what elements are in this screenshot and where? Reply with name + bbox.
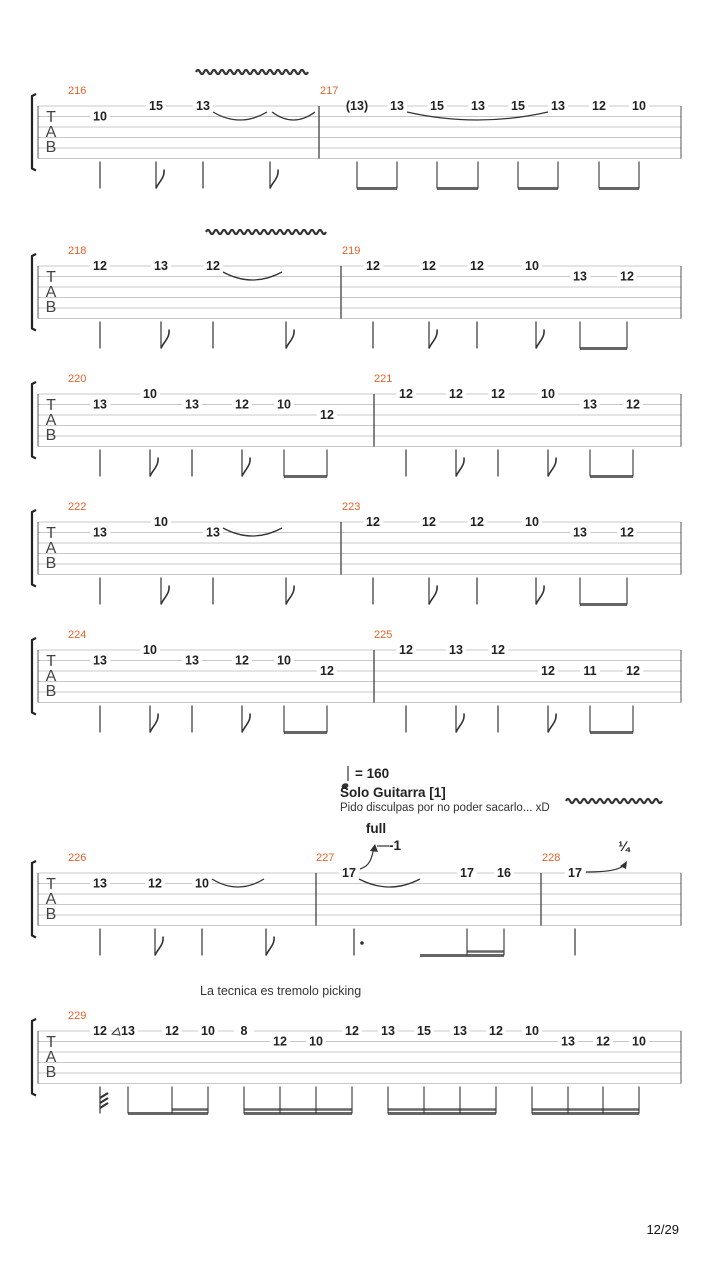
fret-number: 17 (342, 866, 356, 880)
fret-number: 12 (626, 397, 640, 412)
fret-number: 13 (93, 876, 107, 891)
fret-number: 13 (196, 99, 210, 113)
measure-number: 217 (320, 85, 339, 97)
bend-label: -1 (389, 838, 402, 853)
eighth-flag (456, 458, 464, 477)
tab-clef-letter: A (45, 540, 57, 557)
fret-number: 12 (491, 387, 505, 401)
fret-number: 13 (185, 653, 199, 668)
fret-number: 12 (93, 1024, 107, 1038)
measure-number: 225 (374, 629, 393, 641)
tab-clef-letter: B (45, 139, 57, 156)
tab-clef-letter: T (46, 397, 56, 414)
page-number: 12/29 (646, 1222, 679, 1237)
tab-clef-letter: T (46, 876, 56, 893)
technique-text: La tecnica es tremolo picking (200, 984, 362, 998)
tab-clef-letter: B (45, 555, 57, 572)
fret-number: 10 (541, 387, 555, 401)
fret-number: 10 (525, 259, 539, 273)
measure-number: 222 (68, 501, 87, 513)
fret-number: 13 (93, 653, 107, 668)
fret-number: 10 (195, 876, 209, 891)
fret-number: 13 (471, 99, 485, 113)
fret-number: 11 (583, 664, 597, 678)
system-bracket (32, 1019, 36, 1096)
measure-number: 220 (68, 373, 87, 385)
fret-number: 12 (470, 515, 484, 529)
fret-number: 12 (449, 387, 463, 401)
fret-number: 12 (422, 259, 436, 273)
fret-number: 12 (366, 515, 380, 529)
fret-number: 12 (620, 269, 634, 284)
fret-number: 10 (632, 1034, 646, 1049)
fret-number: 12 (235, 653, 249, 668)
tab-clef-letter: T (46, 109, 56, 126)
tremolo-slash (100, 1093, 108, 1098)
measure-number: 218 (68, 245, 87, 257)
fret-number: 12 (273, 1034, 287, 1049)
measure-number: 228 (542, 852, 561, 864)
eighth-flag (456, 714, 464, 733)
eighth-flag (161, 586, 169, 605)
fret-number: 10 (277, 397, 291, 412)
fret-number: 15 (430, 99, 444, 113)
fret-number: 10 (201, 1024, 215, 1038)
fret-number: 12 (620, 525, 634, 540)
tremolo-slash (100, 1103, 108, 1108)
tab-clef-letter: T (46, 653, 56, 670)
tab-clef-letter: B (45, 683, 57, 700)
eighth-flag (429, 586, 437, 605)
tab-clef-letter: B (45, 906, 57, 923)
eighth-flag (161, 330, 169, 349)
fret-number: 10 (632, 99, 646, 113)
fret-number: 13 (449, 643, 463, 657)
bend-arrowhead (370, 844, 378, 852)
tab-clef-letter: B (45, 299, 57, 316)
fret-number: 12 (148, 876, 162, 891)
track-label: Solo Guitarra [1] (340, 785, 446, 800)
fret-number: 12 (345, 1024, 359, 1038)
tremolo-slash (100, 1098, 108, 1103)
fret-number: 12 (399, 387, 413, 401)
fret-number: 12 (399, 643, 413, 657)
staccato-dot (360, 941, 364, 945)
bend-label: full (365, 821, 387, 836)
fret-number: 12 (489, 1024, 503, 1038)
eighth-flag (286, 330, 294, 349)
fret-number: 10 (143, 643, 157, 657)
fret-number: 17 (460, 866, 474, 880)
tab-clef-letter: A (45, 412, 57, 429)
eighth-flag (536, 586, 544, 605)
tab-system (32, 638, 681, 733)
bend-label: ¼ (618, 839, 630, 854)
tab-system (32, 510, 681, 605)
eighth-flag (242, 714, 250, 733)
tab-clef-letter: A (45, 124, 57, 141)
tab-system (32, 861, 681, 956)
eighth-flag (429, 330, 437, 349)
tempo-marking: = 160 (355, 766, 390, 781)
tab-system (32, 70, 681, 189)
measure-number: 226 (68, 852, 87, 864)
fret-number: 10 (525, 515, 539, 529)
fret-number: 13 (453, 1024, 467, 1038)
fret-number: 13 (390, 99, 404, 113)
fret-number: 12 (470, 259, 484, 273)
eighth-flag (286, 586, 294, 605)
fret-number: 10 (154, 515, 168, 529)
fret-number: 10 (525, 1024, 539, 1038)
fret-number: 17 (568, 866, 582, 880)
fret-number: 12 (206, 259, 220, 273)
tab-clef-letter: T (46, 269, 56, 286)
eighth-flag (548, 458, 556, 477)
eighth-flag (242, 458, 250, 477)
eighth-flag (270, 170, 278, 189)
fret-number: 13 (154, 259, 168, 273)
fret-number: 13 (121, 1024, 135, 1038)
system-bracket (32, 254, 36, 331)
measure-number: 229 (68, 1010, 87, 1022)
tab-clef-letter: B (45, 1064, 57, 1081)
eighth-flag (266, 937, 274, 956)
measure-number: 223 (342, 501, 361, 513)
bend-arrow (586, 865, 624, 872)
eighth-flag (548, 714, 556, 733)
vibrato (206, 230, 326, 234)
eighth-flag (155, 937, 163, 956)
fret-number: 10 (309, 1034, 323, 1049)
vibrato (196, 70, 308, 74)
tab-clef-letter: A (45, 1049, 57, 1066)
measure-number: 221 (374, 373, 393, 385)
annotation-text: Pido disculpas por no poder sacarlo... xD (340, 802, 550, 814)
fret-number: 13 (583, 397, 597, 412)
vibrato (566, 799, 662, 803)
system-bracket (32, 638, 36, 715)
tab-clef-letter: A (45, 891, 57, 908)
measure-number: 216 (68, 85, 87, 97)
fret-number: 13 (561, 1034, 575, 1049)
fret-number: 13 (551, 99, 565, 113)
fret-number: 10 (143, 387, 157, 401)
fret-number: 12 (422, 515, 436, 529)
fret-number: 13 (573, 269, 587, 284)
tab-clef-letter: T (46, 1034, 56, 1051)
fret-number: 13 (381, 1024, 395, 1038)
fret-number: 12 (165, 1024, 179, 1038)
tab-clef-letter: A (45, 284, 57, 301)
fret-number: 10 (277, 653, 291, 668)
system-bracket (32, 510, 36, 587)
tab-clef-letter: T (46, 525, 56, 542)
measure-number: 224 (68, 629, 87, 641)
system-bracket (32, 861, 36, 938)
fret-number: 13 (206, 525, 220, 540)
fret-number: 8 (240, 1024, 248, 1038)
fret-number: 13 (573, 525, 587, 540)
tab-clef-letter: B (45, 427, 57, 444)
eighth-flag (156, 170, 164, 189)
fret-number: (13) (345, 99, 369, 113)
fret-number: 13 (93, 397, 107, 412)
system-bracket (32, 382, 36, 459)
fret-number: 15 (149, 99, 163, 113)
tab-clef-letter: A (45, 668, 57, 685)
fret-number: 13 (185, 397, 199, 412)
eighth-flag (150, 714, 158, 733)
eighth-flag (536, 330, 544, 349)
measure-number: 219 (342, 245, 361, 257)
eighth-flag (150, 458, 158, 477)
fret-number: 12 (235, 397, 249, 412)
fret-number: 12 (541, 664, 555, 678)
fret-number: 12 (592, 99, 606, 113)
measure-number: 227 (316, 852, 335, 864)
fret-number: 15 (417, 1024, 431, 1038)
fret-number: 12 (626, 664, 640, 678)
fret-number: 10 (93, 109, 107, 124)
fret-number: 12 (491, 643, 505, 657)
fret-number: 12 (366, 259, 380, 273)
fret-number: 12 (320, 664, 334, 678)
fret-number: 12 (320, 408, 334, 422)
fret-number: 15 (511, 99, 525, 113)
tab-system (32, 382, 681, 477)
fret-number: 12 (93, 259, 107, 273)
fret-number: 16 (497, 866, 511, 880)
fret-number: 12 (596, 1034, 610, 1049)
system-bracket (32, 94, 36, 171)
fret-number: 13 (93, 525, 107, 540)
